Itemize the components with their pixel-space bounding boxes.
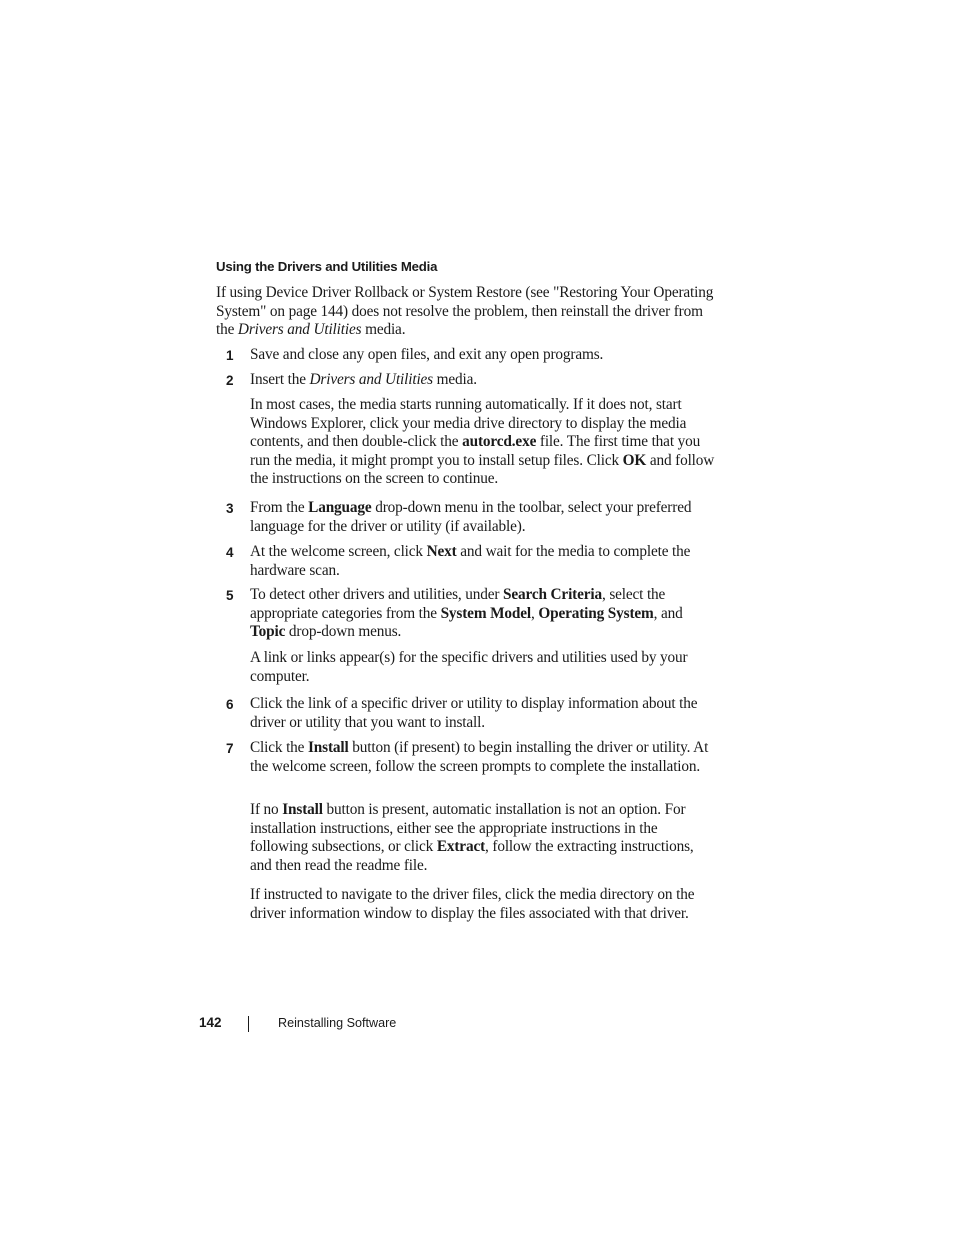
step-number: 1 <box>226 348 234 363</box>
section-heading: Using the Drivers and Utilities Media <box>216 259 438 274</box>
step-number: 3 <box>226 501 234 516</box>
step-number: 5 <box>226 588 234 603</box>
step-note: In most cases, the media starts running automatically. If it does not, start Windows Explorer, click your media drive directory to display the media contents, and then double-click the autorcd.exe file. The first time that you run the media, it might prompt you to install setup files. Click OK and follow the instructions on the screen to continue. <box>250 396 715 488</box>
step-note: If instructed to navigate to the driver files, click the media directory on the driver information window to display the files associated with that driver. <box>250 886 695 922</box>
step-number: 7 <box>226 741 234 756</box>
step-text: From the Language drop-down menu in the toolbar, select your preferred language for the driver or utility (if available). <box>250 499 692 535</box>
step-text: Insert the Drivers and Utilities media. <box>250 371 477 388</box>
step-text: At the welcome screen, click Next and wait for the media to complete the hardware scan. <box>250 543 691 579</box>
step-note: If no Install button is present, automatic installation is not an option. For installation instructions, either see the appropriate instructions in the following subsections, or click Extract, follow the extracting instructions, and then read the readme file. <box>250 801 694 874</box>
footer-divider <box>248 1016 249 1032</box>
step-number: 2 <box>226 373 234 388</box>
step-text: To detect other drivers and utilities, under Search Criteria, select the appropriate categories from the System Model, Operating System, and Topic drop-down menus. <box>250 586 683 641</box>
step-note: A link or links appear(s) for the specific drivers and utilities used by your computer. <box>250 649 688 685</box>
step-text: Click the link of a specific driver or utility to display information about the driver or utility that you want to install. <box>250 695 698 731</box>
step-text: Save and close any open files, and exit any open programs. <box>250 346 604 363</box>
step-number: 6 <box>226 697 234 712</box>
chapter-title: Reinstalling Software <box>278 1016 397 1030</box>
step-number: 4 <box>226 545 234 560</box>
step-text: Click the Install button (if present) to begin installing the driver or utility. At the welcome screen, follow the screen prompts to complete the installation. <box>250 739 709 775</box>
intro-paragraph: If using Device Driver Rollback or System Restore (see "Restoring Your Operating System" on page 144) does not resolve the problem, then reinstall the driver from the Drivers and Utilities media. <box>216 284 714 339</box>
page-number: 142 <box>199 1015 222 1030</box>
